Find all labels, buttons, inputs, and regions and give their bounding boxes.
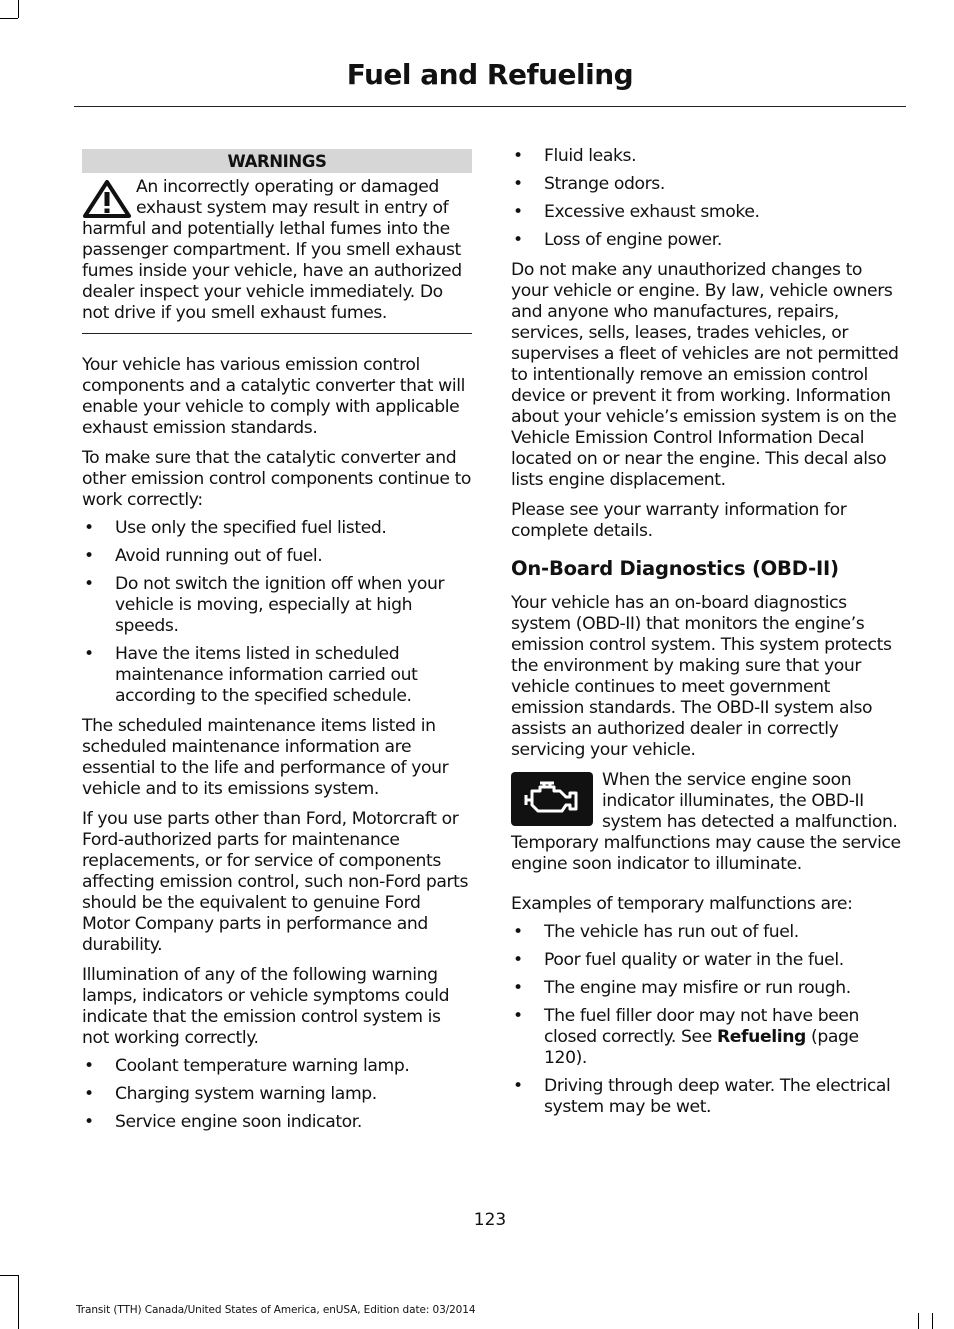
paragraph: When the service engine soon indicator illuminates, the OBD-II system has detected a malfunction. Temporary malfunctions may cause the service engine soon indicator to illuminate.	[511, 770, 901, 874]
list-item: • Excessive exhaust smoke.	[513, 202, 760, 222]
bullet: •	[513, 978, 523, 998]
warning-triangle-icon	[82, 179, 132, 219]
list-item: • Loss of engine power.	[513, 230, 722, 250]
crop-mark	[0, 1275, 18, 1276]
bullet: •	[513, 950, 523, 970]
bullet-list	[82, 518, 472, 707]
bullet: •	[84, 1084, 94, 1104]
paragraph: If you use parts other than Ford, Motorcraft or Ford-authorized parts for maintenance replacements, or for service of components affecting emission control, such non-Ford parts should be the equivalent to genuine Ford Motor Company parts in performance and durability.	[82, 809, 469, 955]
bullet: •	[513, 230, 523, 250]
bullet: •	[84, 574, 94, 594]
bullet: •	[513, 1006, 523, 1026]
bullet-list	[511, 146, 903, 251]
check-engine-icon	[511, 772, 593, 826]
list-item: • Poor fuel quality or water in the fuel.	[513, 950, 844, 970]
bullet: •	[84, 518, 94, 538]
list-item: • Charging system warning lamp.	[84, 1084, 377, 1104]
indicator-block	[511, 770, 903, 875]
list-item: • Coolant temperature warning lamp.	[84, 1056, 410, 1076]
paragraph: The scheduled maintenance items listed in scheduled maintenance information are essential to the life and performance of your vehicle and to its emissions system.	[82, 716, 449, 799]
list-item: • Fluid leaks.	[513, 146, 637, 166]
right-column	[511, 146, 903, 1127]
list-item: • Do not switch the ignition off when your vehicle is moving, especially at high speeds.	[84, 574, 445, 636]
warning-box	[82, 177, 472, 324]
bullet: •	[84, 546, 94, 566]
paragraph: Your vehicle has various emission control components and a catalytic converter that will enable your vehicle to comply with applicable exhaust emission standards.	[82, 355, 465, 438]
paragraph: Please see your warranty information for complete details.	[511, 500, 847, 541]
list-item: • Use only the specified fuel listed.	[84, 518, 387, 538]
paragraph: Your vehicle has an on-board diagnostics system (OBD-II) that monitors the engine’s emission control system. This system protects the environment by making sure that your vehicle continues to meet government emission standards. The OBD-II system also assists an authorized dealer in correctly servicing your vehicle.	[511, 593, 892, 760]
section-heading: On-Board Diagnostics (OBD-II)	[511, 557, 839, 580]
left-column	[82, 146, 472, 1142]
list-item: • Avoid running out of fuel.	[84, 546, 323, 566]
page-number: 123	[473, 1210, 507, 1230]
list-item: • The vehicle has run out of fuel.	[513, 922, 799, 942]
footer-text: Transit (TTH) Canada/United States of America, enUSA, Edition date: 03/2014	[76, 1304, 476, 1316]
title-rule	[74, 106, 906, 107]
list-item: • Strange odors.	[513, 174, 665, 194]
crop-mark	[0, 18, 18, 19]
bullet-list	[511, 922, 903, 1118]
paragraph: Examples of temporary malfunctions are:	[511, 894, 853, 914]
crop-mark	[918, 1313, 919, 1329]
paragraph: Do not make any unauthorized changes to your vehicle or engine. By law, vehicle owners and anyone who manufactures, repairs, services, sells, leases, trades vehicles, or supervises a fleet of vehicles are not permitted to intentionally remove an emission control device or prevent it from working. Information about your vehicle’s emission system is on the Vehicle Emission Control Information Decal located on or near the engine. This decal also lists engine displacement.	[511, 260, 899, 490]
bullet: •	[513, 174, 523, 194]
crop-mark	[18, 1275, 19, 1329]
bullet: •	[84, 1056, 94, 1076]
crop-mark	[932, 1313, 933, 1329]
bullet: •	[513, 1076, 523, 1096]
bullet-list	[82, 1056, 472, 1133]
list-item: • The fuel filler door may not have been closed correctly. See Refueling (page 120).	[513, 1006, 860, 1068]
paragraph: Illumination of any of the following warning lamps, indicators or vehicle symptoms could indicate that the emission control system is not working correctly.	[82, 965, 450, 1048]
warning-text: An incorrectly operating or damaged exhaust system may result in entry of harmful and potentially lethal fumes into the passenger compartment. If you smell exhaust fumes inside your vehicle, have an authorized dealer inspect your vehicle immediately. Do not drive if you smell exhaust fumes.	[82, 177, 462, 323]
warnings-heading: WARNINGS	[82, 149, 472, 173]
list-item: • Service engine soon indicator.	[84, 1112, 362, 1132]
bullet: •	[513, 202, 523, 222]
refueling-link[interactable]: Refueling	[716, 1027, 806, 1047]
bullet: •	[84, 1112, 94, 1132]
paragraph: To make sure that the catalytic converter and other emission control components continue to work correctly:	[82, 448, 472, 510]
list-item: • Have the items listed in scheduled maintenance information carried out according to the specified schedule.	[84, 644, 418, 706]
list-item: • The engine may misfire or run rough.	[513, 978, 851, 998]
page-title: Fuel and Refueling	[346, 58, 634, 91]
bullet: •	[84, 644, 94, 664]
bullet: •	[513, 146, 523, 166]
bullet: •	[513, 922, 523, 942]
list-item: • Driving through deep water. The electrical system may be wet.	[513, 1076, 891, 1117]
crop-mark	[18, 0, 19, 18]
